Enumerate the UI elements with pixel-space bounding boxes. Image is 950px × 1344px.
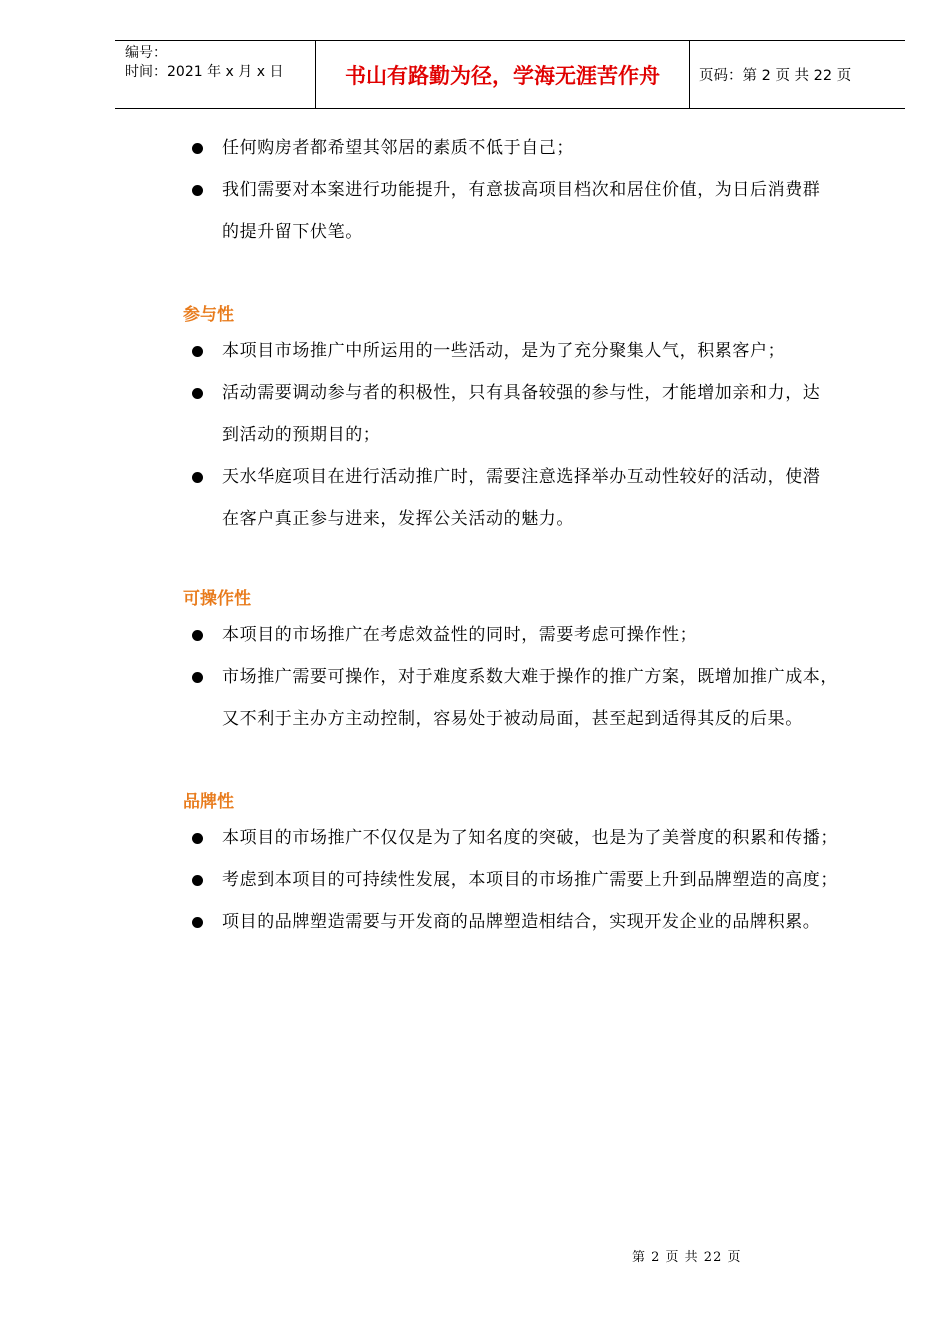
bullet-dot-icon — [192, 917, 203, 928]
bullet-item — [222, 614, 882, 656]
bullet-dot-icon — [192, 143, 203, 154]
bullet-dot-icon — [192, 833, 203, 844]
bullet-line: 市场推广需要可操作，对于难度系数大难于操作的推广方案，既增加推广成本， — [222, 667, 838, 687]
bullet-line: 的提升留下伏笔。 — [222, 222, 363, 242]
bullet-item — [222, 817, 882, 859]
bullet-line: 项目的品牌塑造需要与开发商的品牌塑造相结合，实现开发企业的品牌积累。 — [222, 912, 821, 932]
page-header — [115, 40, 905, 109]
bullet-dot-icon — [192, 630, 203, 641]
bullet-dot-icon — [192, 185, 203, 196]
bullet-line: 任何购房者都希望其邻居的素质不低于自己； — [222, 138, 574, 158]
bullet-dot-icon — [192, 672, 203, 683]
bullet-item — [222, 456, 882, 540]
section-heading: 参与性 — [183, 305, 234, 325]
section-heading: 可操作性 — [183, 589, 251, 609]
bullet-dot-icon — [192, 346, 203, 357]
bullet-line: 本项目市场推广中所运用的一些活动，是为了充分聚集人气，积累客户； — [222, 341, 786, 361]
time-label: 时间：2021 年 x 月 x 日 — [125, 64, 284, 80]
header-page-info — [690, 41, 905, 108]
bullet-dot-icon — [192, 875, 203, 886]
page-footer: 第 2 页 共 22 页 — [632, 1250, 742, 1265]
page-info-text: 页码：第 2 页 共 22 页 — [699, 68, 852, 84]
bullet-item — [222, 901, 882, 943]
bullet-item — [222, 127, 882, 169]
bullet-dot-icon — [192, 472, 203, 483]
bullet-line: 我们需要对本案进行功能提升，有意拔高项目档次和居住价值，为日后消费群 — [222, 180, 821, 200]
bullet-line: 在客户真正参与进来，发挥公关活动的魅力。 — [222, 509, 574, 529]
bullet-item — [222, 859, 882, 901]
bullet-line: 活动需要调动参与者的积极性，只有具备较强的参与性，才能增加亲和力，达 — [222, 383, 821, 403]
bullet-line: 又不利于主办方主动控制，容易处于被动局面，甚至起到适得其反的后果。 — [222, 709, 803, 729]
bullet-line: 天水华庭项目在进行活动推广时，需要注意选择举办互动性较好的活动，使潜 — [222, 467, 821, 487]
motto-text: 书山有路勤为径，学海无涯苦作舟 — [345, 63, 660, 88]
bullet-line: 考虑到本项目的可持续性发展，本项目的市场推广需要上升到品牌塑造的高度； — [222, 870, 838, 890]
bullet-line: 本项目的市场推广在考虑效益性的同时，需要考虑可操作性； — [222, 625, 698, 645]
bullet-item — [222, 656, 882, 740]
header-meta — [115, 41, 316, 108]
bullet-dot-icon — [192, 388, 203, 399]
bullet-line: 本项目的市场推广不仅仅是为了知名度的突破，也是为了美誉度的积累和传播； — [222, 828, 838, 848]
bullet-item — [222, 372, 882, 456]
section-heading: 品牌性 — [183, 792, 234, 812]
bullet-line: 到活动的预期目的； — [222, 425, 381, 445]
header-motto — [316, 41, 690, 108]
code-label: 编号： — [125, 45, 167, 61]
bullet-item — [222, 169, 882, 253]
bullet-item — [222, 330, 882, 372]
